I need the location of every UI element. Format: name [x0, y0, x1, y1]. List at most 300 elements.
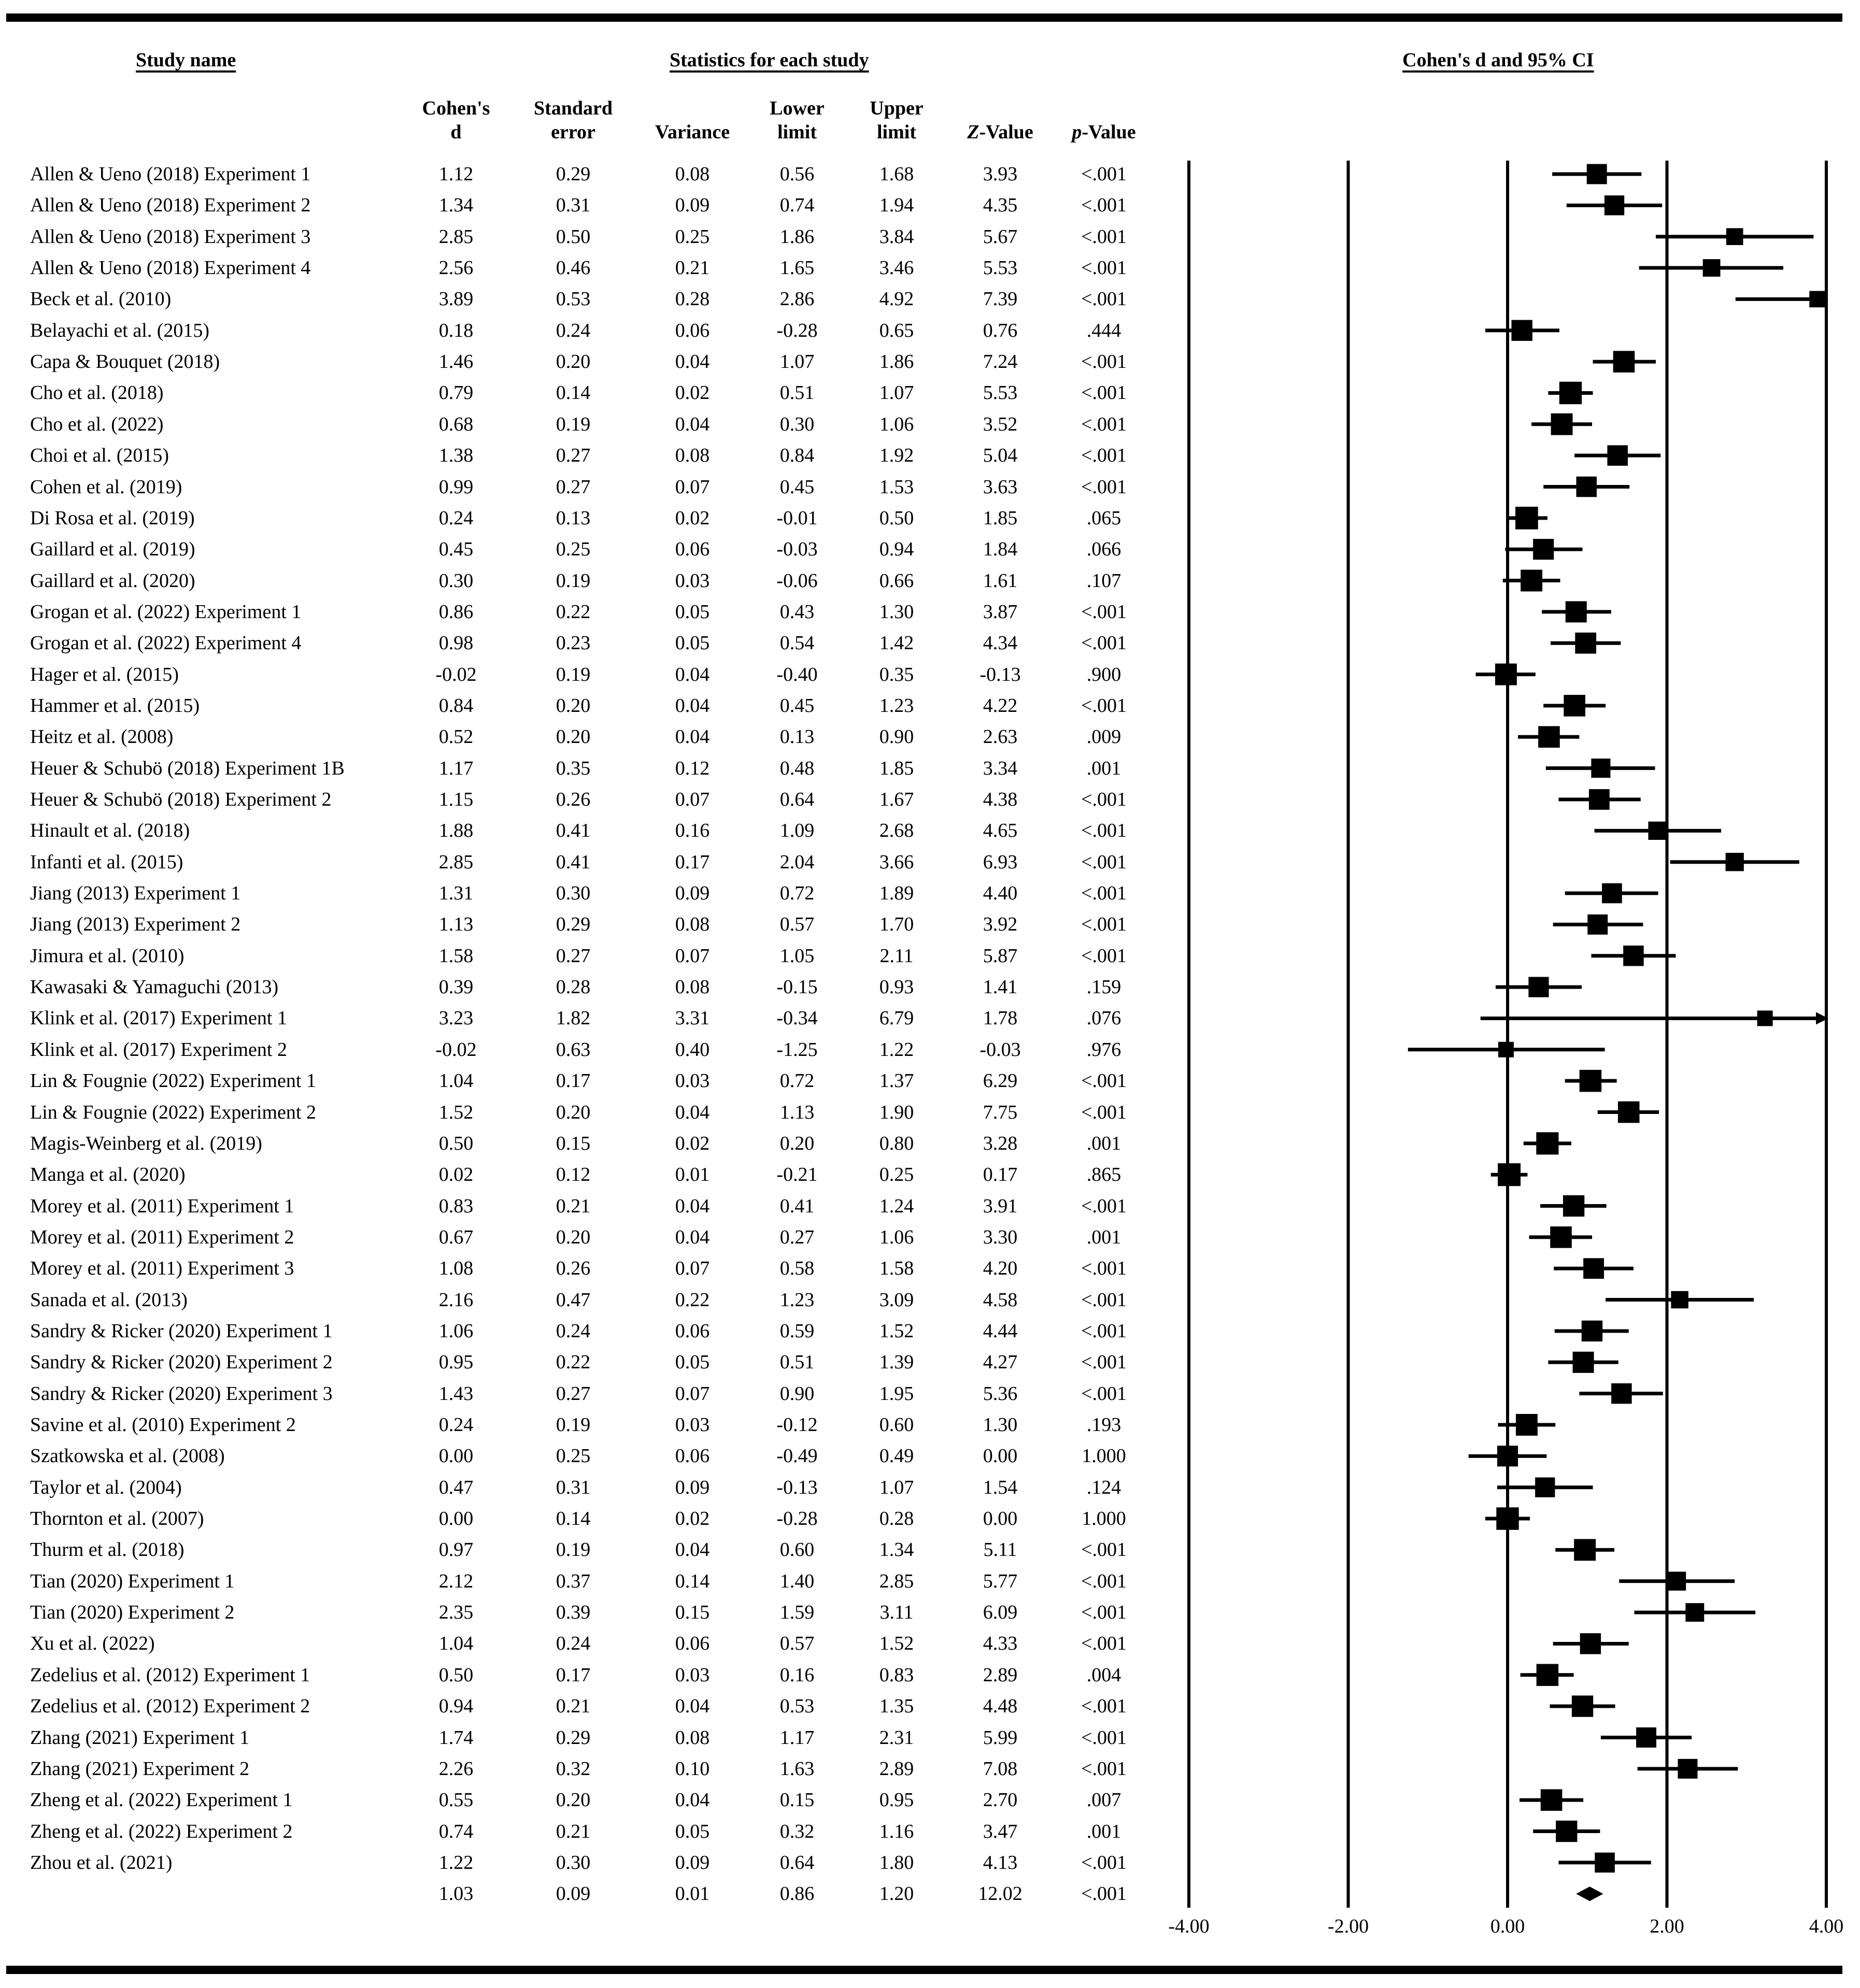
cell-d: 1.74 — [438, 1726, 474, 1749]
study-name: Zhang (2021) Experiment 2 — [30, 1757, 250, 1780]
cell-p: .444 — [1086, 319, 1121, 341]
study-name: Allen & Ueno (2018) Experiment 2 — [30, 194, 311, 217]
study-name: Cho et al. (2022) — [30, 413, 164, 435]
effect-size-box — [1613, 351, 1635, 373]
cell-se: 0.27 — [556, 445, 591, 467]
effect-size-box — [1563, 1195, 1584, 1217]
cell-var: 0.17 — [675, 851, 710, 873]
cell-var: 0.02 — [675, 1508, 710, 1530]
study-name: Hinault et al. (2018) — [30, 820, 190, 842]
cell-lower: 1.63 — [779, 1757, 815, 1780]
cell-d: 0.55 — [438, 1789, 474, 1811]
cell-lower: 0.43 — [779, 600, 815, 623]
x-tick-label: 2.00 — [1650, 1915, 1684, 1937]
cell-var: 0.04 — [675, 694, 710, 717]
cell-var: 0.22 — [675, 1289, 710, 1311]
cell-var: 0.08 — [675, 445, 710, 467]
cell-upper: 1.70 — [879, 913, 914, 936]
cell-var: 0.06 — [675, 538, 710, 561]
cell-z: 4.44 — [983, 1320, 1018, 1342]
cell-z: 2.70 — [983, 1789, 1018, 1811]
effect-size-box — [1533, 539, 1554, 560]
cell-var: 0.05 — [675, 1820, 710, 1842]
cell-d: 1.31 — [438, 882, 474, 905]
x-tick-label: -4.00 — [1168, 1915, 1210, 1937]
cell-d: 0.47 — [438, 1476, 474, 1498]
study-name: Taylor et al. (2004) — [30, 1476, 182, 1498]
cell-p: <.001 — [1081, 882, 1127, 905]
cell-z: 4.34 — [983, 632, 1018, 654]
cell-upper: 0.60 — [879, 1414, 914, 1436]
cell-p: .107 — [1086, 569, 1121, 592]
cell-se: 0.20 — [556, 1789, 591, 1811]
cell-z: 4.27 — [983, 1351, 1018, 1374]
cell-upper: 3.46 — [879, 257, 914, 279]
effect-size-box — [1589, 789, 1610, 810]
cell-upper: 1.58 — [879, 1257, 914, 1280]
cell-p: <.001 — [1081, 163, 1127, 185]
cell-upper: 0.28 — [879, 1508, 914, 1530]
effect-size-box — [1703, 259, 1721, 277]
cell-lower: 1.23 — [779, 1289, 815, 1311]
cell-z: 3.28 — [983, 1132, 1018, 1154]
summary-diamond — [1576, 1886, 1603, 1901]
cell-upper: 1.52 — [879, 1633, 914, 1655]
study-name: Allen & Ueno (2018) Experiment 4 — [30, 257, 311, 279]
cell-lower: -0.21 — [776, 1164, 818, 1186]
cell-se: 0.22 — [556, 1351, 591, 1374]
cell-lower: 0.30 — [779, 413, 815, 435]
cell-var: 0.04 — [675, 413, 710, 435]
cell-upper: 3.09 — [879, 1289, 914, 1311]
cell-z: 7.24 — [983, 351, 1018, 373]
cell-lower: -1.25 — [776, 1038, 818, 1061]
cell-d: 0.00 — [438, 1445, 474, 1467]
study-name: Heuer & Schubö (2018) Experiment 1B — [30, 757, 345, 779]
cell-var: 0.01 — [675, 1883, 710, 1905]
cell-d: 0.95 — [438, 1351, 474, 1374]
cell-lower: -0.12 — [776, 1414, 818, 1436]
study-name: Szatkowska et al. (2008) — [30, 1445, 225, 1467]
study-name: Sandry & Ricker (2020) Experiment 2 — [30, 1351, 333, 1374]
cell-se: 0.50 — [556, 225, 591, 248]
study-name: Zhang (2021) Experiment 1 — [30, 1726, 250, 1749]
study-name: Thornton et al. (2007) — [30, 1508, 204, 1530]
cell-upper: 4.92 — [879, 288, 914, 310]
cell-se: 0.24 — [556, 319, 591, 341]
cell-se: 0.26 — [556, 789, 591, 810]
cell-p: <.001 — [1081, 288, 1127, 310]
cell-var: 0.07 — [675, 945, 710, 967]
cell-upper: 0.90 — [879, 726, 914, 748]
effect-size-box — [1550, 1226, 1572, 1248]
study-name: Sanada et al. (2013) — [30, 1289, 188, 1311]
study-name-header: Study name — [136, 49, 236, 71]
cell-lower: 0.27 — [779, 1226, 815, 1248]
cell-z: 4.58 — [983, 1289, 1018, 1311]
x-tick-label: -2.00 — [1327, 1915, 1369, 1937]
cell-p: <.001 — [1081, 600, 1127, 623]
cell-se: 0.29 — [556, 913, 591, 936]
cell-se: 0.20 — [556, 694, 591, 717]
study-name: Zheng et al. (2022) Experiment 2 — [30, 1820, 293, 1842]
cell-lower: -0.28 — [776, 1508, 818, 1530]
effect-size-box — [1515, 507, 1538, 530]
cell-var: 0.03 — [675, 1414, 710, 1436]
cell-se: 0.26 — [556, 1257, 591, 1280]
cell-d: 0.98 — [438, 632, 474, 654]
cell-se: 0.53 — [556, 288, 591, 310]
cell-lower: 1.13 — [779, 1101, 815, 1123]
cell-lower: 0.58 — [779, 1257, 815, 1280]
cell-se: 0.37 — [556, 1570, 591, 1592]
cell-se: 0.19 — [556, 413, 591, 435]
cell-z: 3.34 — [983, 757, 1018, 779]
cell-p: <.001 — [1081, 1633, 1127, 1655]
cell-d: 0.52 — [438, 726, 474, 748]
cell-p: <.001 — [1081, 1382, 1127, 1405]
cell-lower: 0.90 — [779, 1382, 815, 1405]
cell-se: 0.31 — [556, 1476, 591, 1498]
cell-upper: 1.90 — [879, 1101, 914, 1123]
cell-var: 0.06 — [675, 1445, 710, 1467]
study-name: Morey et al. (2011) Experiment 2 — [30, 1226, 294, 1248]
cell-z: 0.76 — [983, 319, 1018, 341]
cell-z: 4.35 — [983, 194, 1018, 217]
cell-upper: 1.24 — [879, 1195, 914, 1217]
cell-upper: 0.49 — [879, 1445, 914, 1467]
cell-d: 0.79 — [438, 382, 474, 404]
cell-lower: 0.57 — [779, 1633, 815, 1655]
cell-z: 3.52 — [983, 413, 1018, 435]
cell-z: 5.87 — [983, 945, 1018, 967]
cell-z: 1.30 — [983, 1414, 1018, 1436]
cell-p: .076 — [1086, 1007, 1121, 1029]
cell-p: <.001 — [1081, 945, 1127, 967]
cell-upper: 0.80 — [879, 1132, 914, 1154]
cell-lower: 1.17 — [779, 1726, 815, 1749]
cell-upper: 2.89 — [879, 1757, 914, 1780]
cell-lower: 0.60 — [779, 1539, 815, 1561]
cell-p: .124 — [1086, 1476, 1121, 1498]
cell-var: 0.04 — [675, 726, 710, 748]
effect-size-box — [1685, 1603, 1704, 1622]
cell-lower: 0.16 — [779, 1664, 815, 1686]
effect-size-box — [1623, 946, 1644, 966]
col-header-upper-line1: Upper — [870, 97, 924, 119]
effect-size-box — [1564, 695, 1585, 717]
cell-se: 0.20 — [556, 351, 591, 373]
effect-size-box — [1516, 1414, 1538, 1436]
effect-size-box — [1535, 1478, 1555, 1497]
cell-z: 1.54 — [983, 1476, 1018, 1498]
cell-var: 0.04 — [675, 1539, 710, 1561]
cell-p: <.001 — [1081, 1351, 1127, 1374]
cell-d: 0.00 — [438, 1508, 474, 1530]
study-name: Savine et al. (2010) Experiment 2 — [30, 1414, 296, 1436]
cell-p: .159 — [1086, 976, 1121, 998]
cell-se: 0.29 — [556, 1726, 591, 1749]
cell-d: 0.18 — [438, 319, 474, 341]
effect-size-box — [1667, 1572, 1686, 1591]
cell-lower: -0.06 — [776, 569, 818, 592]
cell-var: 0.04 — [675, 1226, 710, 1248]
cell-p: <.001 — [1081, 225, 1127, 248]
cell-d: 2.85 — [438, 851, 474, 873]
cell-lower: 0.72 — [779, 1070, 815, 1092]
study-name: Jimura et al. (2010) — [30, 945, 184, 967]
cell-se: 0.35 — [556, 757, 591, 779]
cell-upper: 2.11 — [879, 945, 914, 967]
cell-z: 5.36 — [983, 1382, 1018, 1405]
cell-p: <.001 — [1081, 1570, 1127, 1592]
cell-se: 0.22 — [556, 600, 591, 623]
cell-upper: 1.42 — [879, 632, 914, 654]
cell-p: <.001 — [1081, 476, 1127, 498]
effect-size-box — [1611, 1383, 1632, 1404]
cell-upper: 1.37 — [879, 1070, 914, 1092]
cell-upper: 1.52 — [879, 1320, 914, 1342]
cell-se: 0.21 — [556, 1695, 591, 1718]
cell-z: 3.93 — [983, 163, 1018, 185]
cell-z: 2.63 — [983, 726, 1018, 748]
cell-se: 0.27 — [556, 476, 591, 498]
effect-size-box — [1595, 1853, 1615, 1873]
effect-size-box — [1536, 1132, 1558, 1154]
cell-lower: 0.64 — [779, 1851, 815, 1873]
cell-var: 0.02 — [675, 507, 710, 529]
cell-d: 2.85 — [438, 225, 474, 248]
cell-p: <.001 — [1081, 820, 1127, 842]
study-name: Beck et al. (2010) — [30, 288, 172, 310]
effect-size-box — [1528, 977, 1549, 997]
cell-z: 3.63 — [983, 476, 1018, 498]
cell-lower: 0.86 — [779, 1883, 815, 1905]
cell-lower: 0.32 — [779, 1820, 815, 1842]
cell-upper: 1.35 — [879, 1695, 914, 1718]
cell-upper: 1.85 — [879, 757, 914, 779]
cell-z: 6.09 — [983, 1601, 1018, 1624]
cell-p: .865 — [1086, 1164, 1121, 1186]
cell-p: .001 — [1086, 1132, 1121, 1154]
cell-var: 0.07 — [675, 1382, 710, 1405]
cell-p: .007 — [1086, 1789, 1121, 1811]
study-name: Manga et al. (2020) — [30, 1164, 186, 1186]
cell-upper: 1.34 — [879, 1539, 914, 1561]
cell-upper: 1.86 — [879, 351, 914, 373]
cell-p: <.001 — [1081, 1726, 1127, 1749]
study-name: Infanti et al. (2015) — [30, 851, 183, 873]
cell-p: <.001 — [1081, 1539, 1127, 1561]
cell-se: 0.47 — [556, 1289, 591, 1311]
cell-z: 5.11 — [983, 1539, 1017, 1561]
cell-p: <.001 — [1081, 913, 1127, 936]
study-name: Zheng et al. (2022) Experiment 1 — [30, 1789, 293, 1811]
cell-var: 0.09 — [675, 882, 710, 905]
cell-p: 1.000 — [1082, 1508, 1126, 1530]
study-name: Kawasaki & Yamaguchi (2013) — [30, 976, 279, 998]
cell-d: 1.58 — [438, 945, 474, 967]
cell-se: 0.29 — [556, 163, 591, 185]
cell-var: 0.04 — [675, 663, 710, 685]
cell-upper: 1.07 — [879, 1476, 914, 1498]
cell-var: 0.25 — [675, 225, 710, 248]
cell-upper: 1.95 — [879, 1382, 914, 1405]
cell-d: 0.24 — [438, 1414, 474, 1436]
cell-z: 4.20 — [983, 1257, 1018, 1280]
cell-se: 0.19 — [556, 663, 591, 685]
cell-var: 0.04 — [675, 1101, 710, 1123]
cell-d: 0.84 — [438, 694, 474, 717]
cell-upper: 1.20 — [879, 1883, 914, 1905]
col-header-upper-line2: limit — [877, 121, 916, 143]
cell-lower: 1.40 — [779, 1570, 815, 1592]
effect-size-box — [1726, 853, 1744, 871]
study-name: Cho et al. (2018) — [30, 382, 164, 404]
cell-p: <.001 — [1081, 1070, 1127, 1092]
cell-z: 6.29 — [983, 1070, 1018, 1092]
cell-se: 0.23 — [556, 632, 591, 654]
cell-d: 1.43 — [438, 1382, 474, 1405]
cell-var: 0.14 — [675, 1570, 710, 1592]
effect-size-box — [1583, 1258, 1604, 1279]
study-name: Grogan et al. (2022) Experiment 4 — [30, 632, 302, 654]
study-name: Xu et al. (2022) — [30, 1633, 155, 1655]
study-name: Lin & Fougnie (2022) Experiment 1 — [30, 1070, 316, 1092]
cell-upper: 0.83 — [879, 1664, 914, 1686]
study-name: Choi et al. (2015) — [30, 445, 169, 467]
cell-p: <.001 — [1081, 851, 1127, 873]
cell-var: 0.04 — [675, 1789, 710, 1811]
effect-size-box — [1498, 1163, 1521, 1186]
cell-lower: 0.74 — [779, 194, 815, 217]
statistics-header: Statistics for each study — [670, 49, 869, 71]
cell-p: <.001 — [1081, 1101, 1127, 1123]
cell-d: 0.99 — [438, 476, 474, 498]
study-name: Heitz et al. (2008) — [30, 726, 174, 748]
cell-d: 1.38 — [438, 445, 474, 467]
cell-var: 0.07 — [675, 1257, 710, 1280]
cell-z: 1.78 — [983, 1007, 1018, 1029]
cell-var: 0.03 — [675, 1070, 710, 1092]
effect-size-box — [1582, 1321, 1602, 1341]
cell-lower: 0.72 — [779, 882, 815, 905]
cell-se: 0.14 — [556, 382, 591, 404]
cell-d: 2.26 — [438, 1757, 474, 1780]
cell-upper: 0.94 — [879, 538, 914, 561]
cell-p: .066 — [1086, 538, 1121, 561]
study-name: Zedelius et al. (2012) Experiment 2 — [30, 1695, 310, 1718]
cell-upper: 3.84 — [879, 225, 914, 248]
cell-lower: 0.45 — [779, 476, 815, 498]
cell-z: 0.00 — [983, 1508, 1018, 1530]
cell-d: 1.17 — [438, 757, 474, 779]
effect-size-box — [1678, 1759, 1697, 1779]
cell-upper: 1.30 — [879, 600, 914, 623]
cell-lower: -0.49 — [776, 1445, 818, 1467]
cell-upper: 2.31 — [879, 1726, 914, 1749]
cell-upper: 1.94 — [879, 194, 914, 217]
cell-var: 0.09 — [675, 194, 710, 217]
cell-se: 0.31 — [556, 194, 591, 217]
cell-p: <.001 — [1081, 1257, 1127, 1280]
cell-z: 6.93 — [983, 851, 1018, 873]
effect-size-box — [1587, 914, 1608, 935]
cell-p: .001 — [1086, 757, 1121, 779]
cell-p: .900 — [1086, 663, 1121, 685]
cell-p: 1.000 — [1082, 1445, 1126, 1467]
cell-z: 4.40 — [983, 882, 1018, 905]
cell-lower: 1.65 — [779, 257, 815, 279]
study-name: Di Rosa et al. (2019) — [30, 507, 195, 529]
effect-size-box — [1726, 228, 1743, 245]
cell-lower: -0.03 — [776, 538, 818, 561]
cell-se: 0.20 — [556, 726, 591, 748]
cell-d: 0.68 — [438, 413, 474, 435]
study-name: Morey et al. (2011) Experiment 1 — [30, 1195, 294, 1217]
cell-p: <.001 — [1081, 1320, 1127, 1342]
cell-lower: -0.01 — [776, 507, 818, 529]
cell-upper: 2.85 — [879, 1570, 914, 1592]
cell-d: 0.50 — [438, 1132, 474, 1154]
study-name: Tian (2020) Experiment 1 — [30, 1570, 235, 1592]
study-name: Klink et al. (2017) Experiment 1 — [30, 1007, 287, 1029]
plot-header: Cohen's d and 95% CI — [1402, 49, 1594, 71]
effect-size-box — [1607, 445, 1628, 466]
study-name: Cohen et al. (2019) — [30, 476, 182, 498]
cell-var: 0.07 — [675, 789, 710, 810]
col-header-se-line2: error — [551, 121, 595, 143]
cell-lower: 0.48 — [779, 757, 815, 779]
effect-size-box — [1511, 320, 1532, 341]
effect-size-box — [1580, 1633, 1601, 1654]
cell-p: <.001 — [1081, 257, 1127, 279]
study-name: Gaillard et al. (2020) — [30, 569, 195, 592]
cell-p: <.001 — [1081, 1883, 1127, 1905]
cell-z: 1.61 — [983, 569, 1018, 592]
cell-lower: 2.86 — [779, 288, 815, 310]
effect-size-box — [1573, 1352, 1594, 1373]
cell-se: 0.15 — [556, 1132, 591, 1154]
effect-size-box — [1566, 601, 1587, 622]
cell-d: 1.88 — [438, 820, 474, 842]
study-name: Tian (2020) Experiment 2 — [30, 1601, 235, 1624]
cell-var: 0.08 — [675, 163, 710, 185]
cell-lower: 1.09 — [779, 820, 815, 842]
cell-z: 3.30 — [983, 1226, 1018, 1248]
cell-z: 4.33 — [983, 1633, 1018, 1655]
study-name: Zedelius et al. (2012) Experiment 1 — [30, 1664, 310, 1686]
cell-se: 0.27 — [556, 1382, 591, 1405]
cell-z: 7.08 — [983, 1757, 1018, 1780]
cell-z: 3.87 — [983, 600, 1018, 623]
cell-z: 1.41 — [983, 976, 1018, 998]
cell-d: 1.15 — [438, 789, 474, 810]
cell-var: 0.07 — [675, 476, 710, 498]
cell-z: 3.92 — [983, 913, 1018, 936]
cell-lower: -0.40 — [776, 663, 818, 685]
cell-lower: -0.13 — [776, 1476, 818, 1498]
cell-var: 0.15 — [675, 1601, 710, 1624]
cell-lower: 0.41 — [779, 1195, 815, 1217]
cell-d: -0.02 — [435, 663, 477, 685]
cell-z: 7.39 — [983, 288, 1018, 310]
cell-lower: 1.59 — [779, 1601, 815, 1624]
cell-d: 0.67 — [438, 1226, 474, 1248]
effect-size-box — [1559, 382, 1582, 404]
cell-upper: 3.11 — [879, 1601, 914, 1624]
cell-d: 1.12 — [438, 163, 474, 185]
